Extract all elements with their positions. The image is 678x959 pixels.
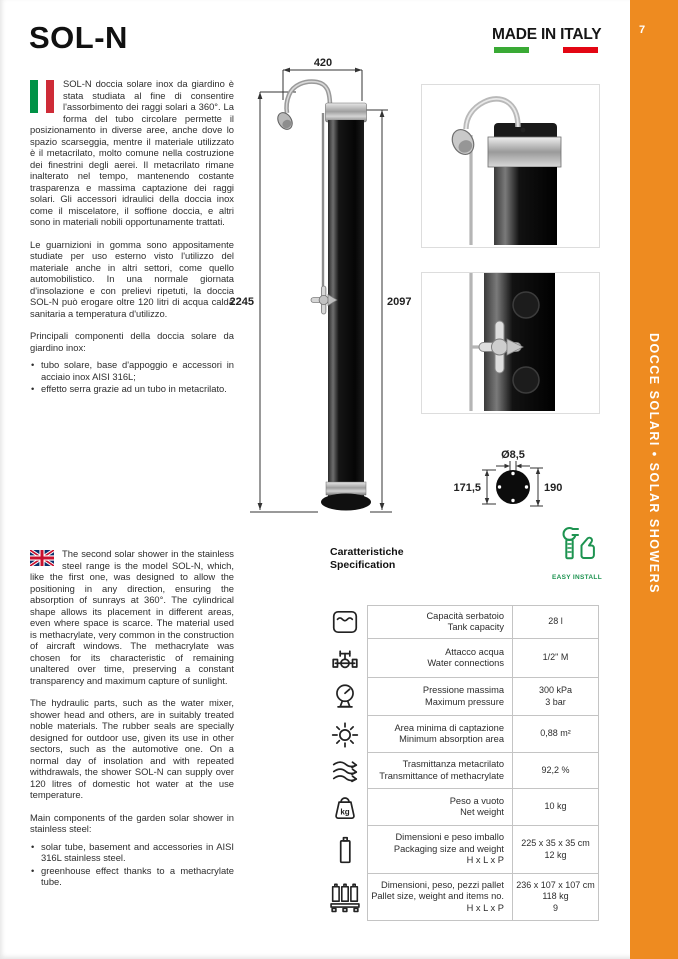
- spec-value: 10 kg: [513, 789, 599, 826]
- spec-label: Pressione massima Maximum pressure: [367, 678, 513, 716]
- page-title: SOL-N: [29, 20, 128, 55]
- spec-value: 236 x 107 x 107 cm 118 kg 9: [513, 874, 599, 921]
- list-item: • effetto serra grazie ad un tubo in metacrilato.: [30, 383, 234, 395]
- spec-heading-it: Caratteristiche: [330, 546, 404, 558]
- uk-flag-icon: [30, 550, 54, 566]
- page-number: 7: [639, 24, 646, 36]
- spec-label: Attacco acqua Water connections: [367, 639, 513, 678]
- italian-paragraph-1: [30, 78, 234, 228]
- spec-heading-en: Specification: [330, 559, 396, 571]
- spec-label: Dimensioni e peso imballo Packaging size and weight H x L x P: [367, 826, 513, 874]
- pallet-icon: [323, 874, 367, 921]
- english-paragraph-1: [30, 548, 234, 686]
- spec-row: [323, 874, 599, 921]
- sidebar-category-label: DOCCE SOLARI • SOLAR SHOWERS: [647, 333, 661, 594]
- dim-2245-label: 2245: [230, 296, 254, 308]
- dim-2097-label: 2097: [387, 296, 412, 308]
- solar-shower-illustration: [275, 82, 371, 511]
- english-bullet-list: [30, 841, 234, 888]
- italian-paragraph-3: Principali componenti della doccia solare da giardino inox:: [30, 330, 234, 353]
- red-bar: [563, 47, 598, 53]
- spec-value: 225 x 35 x 35 cm 12 kg: [513, 826, 599, 874]
- dim-base-right-label: 190: [544, 482, 563, 494]
- english-paragraph-1-text: The second solar shower in the stainless steel range is the model SOL-N, which, like the first one, was designed to allow the positioning in any direction, ensuring the absorption of sunrays at 360°. The cylindrical shape allows its placement in different areas, even where space is scarce. The material used is methacrylate, very common in the construction of aircraft windows. The methacrylate was chosen for its characteristic of remaining unaltered over time, preserving a constant transparency and maximum capture of sunlight.: [30, 548, 234, 686]
- italy-flag-icon: [30, 80, 54, 113]
- spec-value: 1/2" M: [513, 639, 599, 678]
- spec-label: Trasmittanza metacrilato Transmittance of methacrylate: [367, 753, 513, 789]
- easy-install-badge: [548, 524, 606, 581]
- spec-row: [323, 753, 599, 789]
- made-in-italy-label: MADE IN ITALY: [492, 26, 602, 43]
- photo-detail-mixer: [421, 272, 600, 414]
- photo-detail-shower-head: [421, 84, 600, 248]
- tank-icon: [323, 605, 367, 639]
- technical-drawing: [230, 55, 430, 520]
- sun-icon: [323, 716, 367, 753]
- made-in-italy-badge: [492, 26, 600, 53]
- svg-text:kg: kg: [340, 806, 350, 816]
- list-item: • solar tube, basement and accessories in AISI 316L stainless steel.: [30, 841, 234, 864]
- list-item: • greenhouse effect thanks to a methacrylate tube.: [30, 865, 234, 888]
- spec-label: Peso a vuoto Net weight: [367, 789, 513, 826]
- dim-420-label: 420: [313, 57, 333, 69]
- easy-install-icon: [555, 524, 599, 568]
- spec-row: [323, 716, 599, 753]
- spec-table: [323, 605, 599, 921]
- spec-label: Capacità serbatoio Tank capacity: [367, 605, 513, 639]
- spec-label: Area minima di captazione Minimum absorption area: [367, 716, 513, 753]
- spec-value: 92,2 %: [513, 753, 599, 789]
- italian-paragraph-1-text: SOL-N doccia solare inox da giardino è stata studiata al fine di consentire l'assorbimento dei raggi solari a 360°. La forma del tubo circolare permette il posizionamento in diverse aree, anche dove lo spazio scarseggia, mentre il materiale utilizzato è il metacrilato, molto comune nella costruzione dei finestrini degli aerei. Il metacrilato rimane inalterato nel tempo, mantenendo costante trasparenza e massima captazione dei raggi solari. Gli accessori idraulici della doccia inox come il miscelatore, il soffione doccia, e altri sono in materiali nobili opportunamente trattati.: [30, 78, 234, 227]
- spec-row: [323, 789, 599, 826]
- package-icon: [323, 826, 367, 874]
- spec-row: [323, 678, 599, 716]
- green-bar: [494, 47, 529, 53]
- dim-hole-label: Ø8,5: [501, 449, 525, 461]
- italian-description: [30, 78, 234, 396]
- made-in-italy-bars: [492, 47, 600, 53]
- italian-paragraph-2: Le guarnizioni in gomma sono appositamente studiate per uso esterno visto l'utilizzo del materiale anche in altri settori, come quello automobilistico. In una normale giornata d'insolazione e con prelievi ripetuti, la doccia SOL-N può erogare oltre 120 litri di acqua calda sanitaria a temperatura d'utilizzo.: [30, 238, 234, 319]
- easy-install-label: EASY INSTALL: [552, 574, 602, 581]
- italian-bullet-list: [30, 359, 234, 395]
- transmittance-icon: [323, 753, 367, 789]
- english-description: [30, 548, 234, 889]
- spec-heading: [330, 546, 404, 572]
- spec-value: 300 kPa 3 bar: [513, 678, 599, 716]
- english-paragraph-3: Main components of the garden solar shower in stainless steel:: [30, 811, 234, 834]
- spec-value: 28 l: [513, 605, 599, 639]
- spec-row: [323, 639, 599, 678]
- spec-row: [323, 826, 599, 874]
- weight-icon: [323, 789, 367, 826]
- faucet-icon: [323, 639, 367, 678]
- dim-base-left-label: 171,5: [453, 482, 481, 494]
- spec-label: Dimensioni, peso, pezzi pallet Pallet size, weight and items no. H x L x P: [367, 874, 513, 921]
- list-item: • tubo solare, base d'appoggio e accessori in acciaio inox AISI 316L;: [30, 359, 234, 382]
- english-paragraph-2: The hydraulic parts, such as the water mixer, shower head and others, are in suitably treated noble materials. The rubber seals are specially designed for outdoor use, given its use in other sectors, such as the automotive one. On a normal day of insolation and with repeated withdrawals, the shower SOL-N can supply over 120 litres of domestic hot water at the use temperature.: [30, 697, 234, 800]
- spec-value: 0,88 m²: [513, 716, 599, 753]
- gauge-icon: [323, 678, 367, 716]
- spec-row: [323, 605, 599, 639]
- sidebar: [630, 0, 678, 959]
